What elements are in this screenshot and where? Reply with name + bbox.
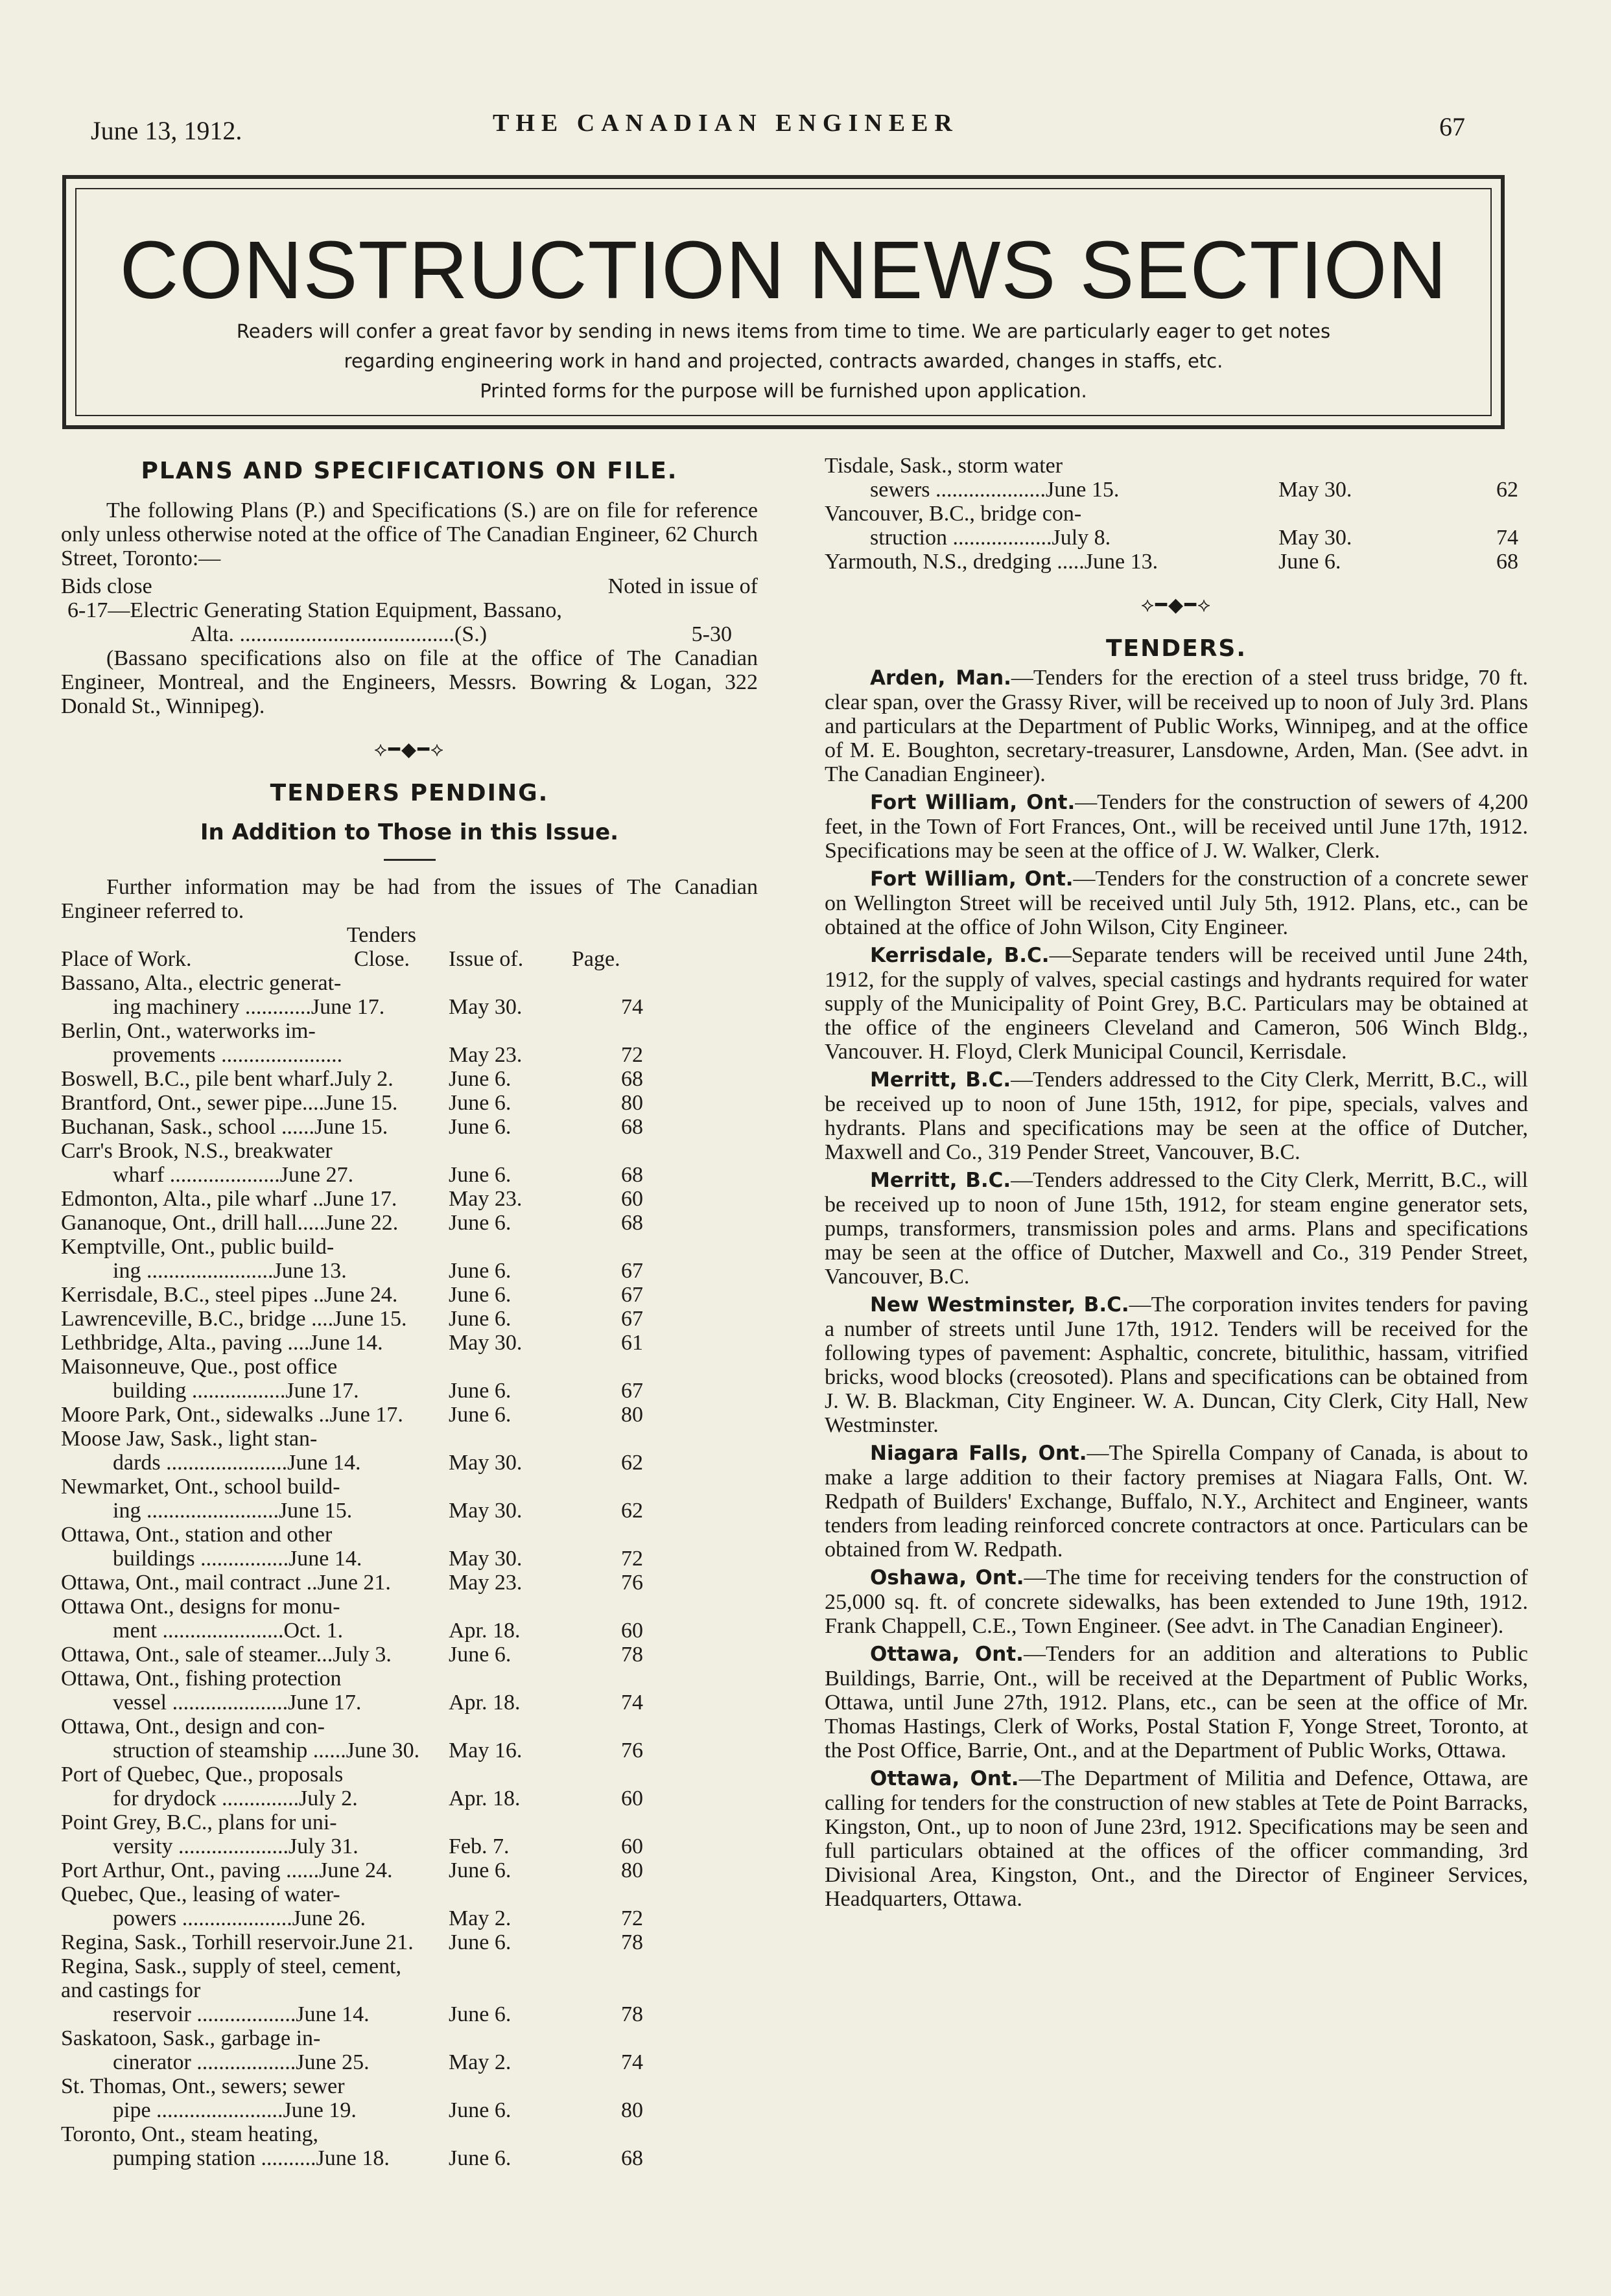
table-row [61, 1643, 758, 1667]
issue-cell: May 30. [1278, 478, 1352, 502]
page-cell: 60 [621, 1187, 643, 1211]
page-cell: 67 [621, 1259, 643, 1283]
page-cell: 62 [621, 1451, 643, 1475]
place-of-work-cont: struction ..................July 8. [870, 526, 1111, 550]
table-row [61, 1810, 758, 1858]
place-of-work-cont: sewers ....................June 15. [870, 478, 1120, 502]
page-cell: 67 [621, 1283, 643, 1307]
page-cell: 80 [621, 1091, 643, 1115]
issue-cell: June 6. [449, 2002, 512, 2026]
place-cell [61, 1427, 429, 1475]
page-cell: 60 [621, 1786, 643, 1810]
section-ornament: ⟡━◆━⟡ [374, 739, 445, 760]
place-cell [825, 550, 1252, 574]
plans-note: (Bassano specifications also on file at the office of The Canadian Engineer, Montreal, and the Engineers, Messrs. Bowring & Logan, 322 Donald St., Winnipeg). [61, 646, 758, 718]
banner-notice [148, 316, 1419, 406]
issue-cell: May 2. [449, 1906, 512, 1930]
issue-cell: June 6. [449, 1067, 512, 1091]
place-of-work: Bassano, Alta., electric generat- [61, 971, 342, 995]
place-of-work-cont: struction of steamship ......June 30. [113, 1739, 420, 1763]
banner-inner-frame [75, 188, 1492, 416]
tender-location: Ottawa, Ont. [870, 1767, 1019, 1790]
table-row [61, 1930, 758, 1954]
place-of-work-cont: buildings ................June 14. [113, 1547, 362, 1571]
place-of-work: Maisonneuve, Que., post office [61, 1355, 338, 1379]
table-row [61, 1595, 758, 1643]
page-cell: 60 [621, 1619, 643, 1643]
page-cell: 67 [621, 1379, 643, 1403]
table-row [825, 454, 1528, 502]
tender-item [825, 867, 1528, 939]
place-of-work: Ottawa, Ont., sale of steamer...July 3. [61, 1643, 392, 1667]
table-row [61, 1858, 758, 1882]
table-row [61, 1475, 758, 1523]
place-of-work: Quebec, Que., leasing of water- [61, 1882, 340, 1906]
tender-body: —Tenders addressed to the City Clerk, Merritt, B.C., will be received up to noon of June 15th, 1912, for pipe, specials, valves and hydrants. Plans and specifications may be seen at the office of Dutcher, Maxwell and Co., 319 Pender Street, Vancouver, B.C. [825, 1068, 1528, 1164]
issue-cell: June 6. [449, 1091, 512, 1115]
place-of-work-cont: pumping station ..........June 18. [113, 2146, 390, 2170]
table-row [61, 1763, 758, 1810]
place-of-work-cont: ing .......................June 13. [113, 1259, 347, 1283]
place-cell [61, 1954, 429, 2026]
tenders-pending-subtitle: In Addition to Those in this Issue. [200, 819, 619, 845]
tender-item [825, 1168, 1528, 1289]
place-cell [61, 1115, 429, 1139]
journal-title: THE CANADIAN ENGINEER [493, 110, 959, 137]
place-of-work: Toronto, Ont., steam heating, [61, 2122, 319, 2146]
place-of-work-cont: powers ....................June 26. [113, 1906, 366, 1930]
page-cell: 68 [621, 1211, 643, 1235]
tender-item [825, 1441, 1528, 1562]
col-place: Place of Work. [61, 947, 192, 971]
tender-body: —Separate tenders will be received until June 24th, 1912, for the supply of valves, special castings and hydrants required for water supply of the Municipality of Point Grey, B.C. Particulars may be obtained at the office of the engineers Cleveland and Cameron, 506 Winch Bldg., Vancouver. H. Floyd, Clerk Municipal Council, Kerrisdale. [825, 943, 1528, 1064]
col-page: Page. [572, 947, 620, 971]
issue-cell: June 6. [449, 1115, 512, 1139]
place-cell [61, 1307, 429, 1331]
place-cell [61, 1523, 429, 1571]
place-of-work-cont: dards ......................June 14. [113, 1451, 361, 1475]
tender-body: —The Spirella Company of Canada, is about to make a large addition to their factory premises at Niagara Falls, Ont. W. Redpath of Builders' Exchange, Buffalo, N.Y., Architect and Engineer, wants tenders from leading reinforced concrete contractors at once. Particulars can be obtained from W. Redpath. [825, 1441, 1528, 1562]
place-cell [61, 1810, 429, 1858]
tender-location: Kerrisdale, B.C. [870, 944, 1050, 967]
page-cell: 74 [621, 1691, 643, 1715]
place-of-work-cont: ing ........................June 15. [113, 1499, 353, 1523]
issue-cell: June 6. [449, 1930, 512, 1954]
tender-item [825, 1766, 1528, 1911]
place-cell [61, 1355, 429, 1403]
place-cell [61, 1595, 429, 1643]
plans-section-title: PLANS AND SPECIFICATIONS ON FILE. [141, 458, 678, 484]
table-row [61, 1091, 758, 1115]
page-cell: 61 [621, 1331, 643, 1355]
issue-cell: Apr. 18. [449, 1691, 521, 1715]
page-header [91, 102, 1465, 145]
page-cell: 72 [621, 1906, 643, 1930]
issue-cell: May 30. [449, 1331, 523, 1355]
place-cell [825, 502, 1252, 550]
table-row [61, 2122, 758, 2170]
place-of-work: Vancouver, B.C., bridge con- [825, 502, 1082, 526]
plans-item: 6-17—Electric Generating Station Equipment, Bassano, [67, 598, 562, 622]
table-row [61, 1115, 758, 1139]
tender-item [825, 790, 1528, 863]
tender-body: —Tenders for the erection of a steel truss bridge, 70 ft. clear span, over the Grassy River, will be received up to noon of July 3rd. Plans and particulars at the Department of Public Works, Winnipeg, and at the office of M. E. Boughton, secretary-treasurer, Lansdowne, Arden, Man. (See advt. in The Canadian Engineer). [825, 666, 1528, 786]
banner-notice-line: Readers will confer a great favor by sending in news items from time to time. We are particularly eager to get notes [236, 320, 1331, 342]
issue-date: June 13, 1912. [91, 116, 242, 145]
place-cell [61, 1019, 429, 1067]
tenders-pending-title: TENDERS PENDING. [270, 780, 549, 806]
right-column [825, 454, 1528, 1915]
place-of-work: Point Grey, B.C., plans for uni- [61, 1810, 337, 1834]
table-row [61, 1523, 758, 1571]
table-row [61, 1019, 758, 1067]
issue-cell: June 6. [449, 1163, 512, 1187]
tender-location: Oshawa, Ont. [870, 1566, 1024, 1589]
tender-body: —The Department of Militia and Defence, Ottawa, are calling for tenders for the construction of new stables at Tete de Point Barracks, Kingston, Ont., up to noon of June 23rd, 1912. Specifications may be seen and full particulars obtained at the offices of the officer commanding, 3rd Divisional Area, Kingston, Ont., and the Director of Engineer Services, Headquarters, Ottawa. [825, 1766, 1528, 1911]
tender-item [825, 666, 1528, 786]
tender-location: Ottawa, Ont. [870, 1643, 1024, 1666]
issue-cell: June 6. [449, 1643, 512, 1667]
table-row [61, 1283, 758, 1307]
place-cell [61, 1667, 429, 1715]
place-of-work: Ottawa, Ont., fishing protection [61, 1667, 342, 1691]
col-tenders: Tenders [346, 923, 416, 947]
place-cell [61, 1211, 429, 1235]
place-of-work: Lethbridge, Alta., paving ....June 14. [61, 1331, 383, 1355]
place-of-work: Saskatoon, Sask., garbage in- [61, 2026, 321, 2050]
pending-table [61, 971, 758, 2170]
page-cell: 80 [621, 1403, 643, 1427]
place-of-work-cont: provements ...................... [113, 1043, 343, 1067]
place-cell [61, 1139, 429, 1187]
place-of-work: Kemptville, Ont., public build- [61, 1235, 335, 1259]
place-of-work-cont: wharf ....................June 27. [113, 1163, 354, 1187]
tender-location: Arden, Man. [870, 666, 1011, 690]
place-cell [61, 971, 429, 1019]
issue-cell: May 30. [1278, 526, 1352, 550]
plans-column-headers [61, 574, 758, 598]
place-close-line [61, 947, 429, 971]
tenders-pending-intro: Further information may be had from the issues of The Canadian Engineer referred to. [61, 875, 758, 923]
tender-body: —The corporation invites tenders for paving a number of streets until June 17th, 1912. Tenders will be received for the following types of pavement: Asphaltic, concrete, bitulithic, hassam, vitrified bricks, wood blocks (creosoted). Plans and specifications can be obtained from J. W. B. Blackman, City Engineer. W. A. Duncan, City Clerk, City Hall, New Westminster. [825, 1293, 1528, 1437]
tender-location: Merritt, B.C. [870, 1169, 1011, 1192]
page-cell: 68 [621, 1067, 643, 1091]
place-cell [61, 1331, 429, 1355]
place-of-work-cont: pipe .......................June 19. [113, 2098, 357, 2122]
page-cell: 60 [621, 1834, 643, 1858]
issue-cell: May 30. [449, 995, 523, 1019]
page-cell: 68 [621, 1115, 643, 1139]
issue-cell: May 30. [449, 1451, 523, 1475]
place-of-work: Edmonton, Alta., pile wharf ..June 17. [61, 1187, 397, 1211]
pending-table-continued [825, 454, 1528, 574]
tender-body: —Tenders for the construction of a concrete sewer on Wellington Street will be received until July 5th, 1912. Plans, etc., can be obtained at the office of John Wilson, City Engineer. [825, 867, 1528, 939]
place-of-work: Kerrisdale, B.C., steel pipes ..June 24. [61, 1283, 398, 1307]
table-row [61, 1403, 758, 1427]
table-row [61, 1715, 758, 1763]
table-row [61, 1882, 758, 1930]
place-of-work: Berlin, Ont., waterworks im- [61, 1019, 316, 1043]
header-place-cell [61, 923, 429, 971]
issue-cell: June 6. [449, 1858, 512, 1882]
place-cell [61, 1475, 429, 1523]
page-cell: 74 [621, 995, 643, 1019]
place-cell [61, 1763, 429, 1810]
page-cell: 62 [621, 1499, 643, 1523]
bids-close-header: Bids close [61, 574, 152, 598]
place-cell [61, 1187, 429, 1211]
page-cell: 74 [621, 2050, 643, 2074]
tender-body: —Tenders addressed to the City Clerk, Merritt, B.C., will be received up to noon of June 15th, 1912, for steam engine generator sets, pumps, transformers, transmission poles and arms. Plans and specifications may be seen at the office of Dutcher, Maxwell and Co., 319 Pender Street, Vancouver, B.C. [825, 1168, 1528, 1289]
place-of-work-cont: for drydock ..............July 2. [113, 1786, 358, 1810]
tender-item [825, 1293, 1528, 1437]
table-row [61, 1571, 758, 1595]
place-of-work-cont: ing machinery ............June 17. [113, 995, 385, 1019]
issue-cell: June 6. [449, 1259, 512, 1283]
place-of-work: Ottawa, Ont., station and other [61, 1523, 333, 1547]
issue-cell: May 16. [449, 1739, 523, 1763]
place-of-work-cont: ment ......................Oct. 1. [113, 1619, 344, 1643]
issue-cell: May 23. [449, 1043, 523, 1067]
page-cell: 78 [621, 1643, 643, 1667]
page-cell: 76 [621, 1571, 643, 1595]
tender-item [825, 1565, 1528, 1638]
pending-table-header [61, 923, 758, 971]
issue-cell: May 2. [449, 2050, 512, 2074]
banner-notice-line: regarding engineering work in hand and projected, contracts awarded, changes in staffs, etc. [344, 350, 1223, 372]
page-cell: 72 [621, 1547, 643, 1571]
tender-body: —Tenders for an addition and alterations to Public Buildings, Barrie, Ont., will be received at the Department of Public Works, Ottawa, until June 27th, 1912. Plans, etc., can be seen at the office of Mr. Thomas Hastings, Clerk of Works, Postal Station F, Yonge Street, Toronto, at the Post Office, Barrie, Ont., and at the Department of Public Works, Ottawa. [825, 1642, 1528, 1763]
place-of-work: Moore Park, Ont., sidewalks ..June 17. [61, 1403, 403, 1427]
issue-cell: May 30. [449, 1547, 523, 1571]
place-of-work-cont: versity ....................July 31. [113, 1834, 359, 1858]
tender-item [825, 1642, 1528, 1763]
issue-cell: June 6. [449, 1283, 512, 1307]
place-cell [61, 1067, 429, 1091]
table-row [61, 971, 758, 1019]
place-cell [61, 1643, 429, 1667]
table-row [825, 550, 1528, 574]
construction-news-banner [62, 175, 1505, 429]
tender-body: —Tenders for the construction of sewers of 4,200 feet, in the Town of Fort Frances, Ont., will be received until June 17th, 1912. Specifications may be seen at the office of J. W. Walker, Clerk. [825, 790, 1528, 863]
place-of-work: Ottawa, Ont., design and con- [61, 1715, 325, 1739]
place-of-work-cont: vessel .....................June 17. [113, 1691, 362, 1715]
col-issue: Issue of. [449, 947, 524, 971]
place-of-work: Ottawa Ont., designs for monu- [61, 1595, 340, 1619]
issue-cell: Feb. 7. [449, 1834, 510, 1858]
left-column [61, 454, 758, 2170]
issue-cell: Apr. 18. [449, 1619, 521, 1643]
place-of-work: Boswell, B.C., pile bent wharf.July 2. [61, 1067, 394, 1091]
table-row [61, 1235, 758, 1283]
tender-body: —The time for receiving tenders for the construction of 25,000 sq. ft. of concrete sidewalks, has been extended to June 19th, 1912. Frank Chappell, C.E., Town Engineer. (See advt. in The Canadian Engineer). [825, 1565, 1528, 1638]
divider [384, 859, 436, 861]
place-of-work: Gananoque, Ont., drill hall.....June 22. [61, 1211, 399, 1235]
page-cell: 62 [1496, 478, 1518, 502]
issue-cell: June 6. [449, 1379, 512, 1403]
place-of-work: Ottawa, Ont., mail contract ..June 21. [61, 1571, 391, 1595]
place-cell [61, 1403, 429, 1427]
place-cell [825, 454, 1252, 502]
issue-cell: June 6. [449, 1307, 512, 1331]
issue-cell: June 6. [449, 1403, 512, 1427]
place-cell [61, 2026, 429, 2074]
tender-item [825, 943, 1528, 1064]
col-close: Close. [354, 947, 410, 971]
page-number: 67 [1439, 112, 1465, 141]
plans-item-cont: Alta. .......................................(S.) [191, 622, 488, 646]
table-row [61, 1139, 758, 1187]
banner-title: CONSTRUCTION NEWS SECTION [119, 224, 1448, 316]
page-cell: 68 [621, 2146, 643, 2170]
tender-location: Niagara Falls, Ont. [870, 1442, 1087, 1465]
place-of-work: Tisdale, Sask., storm water [825, 454, 1063, 478]
tender-location: New Westminster, B.C. [870, 1293, 1129, 1317]
issue-cell: May 30. [449, 1499, 523, 1523]
table-row [61, 1307, 758, 1331]
place-of-work-cont: reservoir ..................June 14. [113, 2002, 370, 2026]
table-row [61, 1954, 758, 2026]
place-cell [61, 1283, 429, 1307]
issue-cell: June 6. [449, 2146, 512, 2170]
place-cell [61, 1715, 429, 1763]
table-row [61, 2026, 758, 2074]
issue-cell: June 6. [1278, 550, 1341, 574]
place-of-work: Lawrenceville, B.C., bridge ....June 15. [61, 1307, 407, 1331]
table-row [61, 1211, 758, 1235]
place-of-work: Regina, Sask., Torhill reservoir.June 21. [61, 1930, 414, 1954]
tender-location: Fort William, Ont. [870, 867, 1074, 891]
place-of-work: Carr's Brook, N.S., breakwater [61, 1139, 333, 1163]
page-cell: 80 [621, 1858, 643, 1882]
plans-item-line [61, 622, 758, 646]
place-cell [61, 1235, 429, 1283]
issue-cell: Apr. 18. [449, 1786, 521, 1810]
page-cell: 68 [1496, 550, 1518, 574]
plans-intro: The following Plans (P.) and Specifications (S.) are on file for reference only unless otherwise noted at the office of The Canadian Engineer, 62 Church Street, Toronto:— [61, 498, 758, 570]
issue-cell: June 6. [449, 2098, 512, 2122]
table-row [61, 1187, 758, 1211]
page-cell: 72 [621, 1043, 643, 1067]
place-of-work: Port Arthur, Ont., paving ......June 24. [61, 1858, 393, 1882]
page-cell: 67 [621, 1307, 643, 1331]
issue-cell: June 6. [449, 1211, 512, 1235]
table-row [61, 2074, 758, 2122]
place-of-work: Moose Jaw, Sask., light stan- [61, 1427, 318, 1451]
page-cell: 68 [621, 1163, 643, 1187]
place-of-work: Port of Quebec, Que., proposals [61, 1763, 344, 1786]
noted-in-header: Noted in issue of [607, 574, 758, 598]
section-ornament: ⟡━◆━⟡ [1141, 594, 1212, 616]
place-cell [61, 1091, 429, 1115]
place-of-work-cont: building .................June 17. [113, 1379, 359, 1403]
place-of-work-cont: cinerator ..................June 25. [113, 2050, 370, 2074]
place-cell [61, 2074, 429, 2122]
page-cell: 76 [621, 1739, 643, 1763]
place-cell [61, 1571, 429, 1595]
page-cell: 74 [1496, 526, 1518, 550]
place-of-work: Yarmouth, N.S., dredging .....June 13. [825, 550, 1158, 574]
place-of-work: Buchanan, Sask., school ......June 15. [61, 1115, 388, 1139]
tender-location: Fort William, Ont. [870, 791, 1076, 814]
table-row [61, 1355, 758, 1403]
place-of-work: Regina, Sask., supply of steel, cement, and castings for [61, 1954, 402, 2002]
place-cell [61, 2122, 429, 2170]
page-cell: 80 [621, 2098, 643, 2122]
tender-location: Merritt, B.C. [870, 1068, 1011, 1092]
place-of-work: Brantford, Ont., sewer pipe....June 15. [61, 1091, 398, 1115]
plans-item-ref: 5-30 [691, 622, 732, 646]
place-cell [61, 1858, 429, 1882]
place-of-work: Newmarket, Ont., school build- [61, 1475, 340, 1499]
page-cell: 78 [621, 1930, 643, 1954]
place-cell [61, 1930, 429, 1954]
issue-cell: May 23. [449, 1571, 523, 1595]
table-row [61, 1331, 758, 1355]
tenders-title: TENDERS. [1105, 635, 1247, 662]
banner-notice-line: Printed forms for the purpose will be furnished upon application. [480, 380, 1087, 402]
place-of-work: St. Thomas, Ont., sewers; sewer [61, 2074, 345, 2098]
tenders-list [825, 666, 1528, 1911]
table-row [61, 1067, 758, 1091]
tender-item [825, 1068, 1528, 1164]
table-row [61, 1667, 758, 1715]
table-row [61, 1427, 758, 1475]
issue-cell: May 23. [449, 1187, 523, 1211]
page-cell: 78 [621, 2002, 643, 2026]
table-row [825, 502, 1528, 550]
place-cell [61, 1882, 429, 1930]
